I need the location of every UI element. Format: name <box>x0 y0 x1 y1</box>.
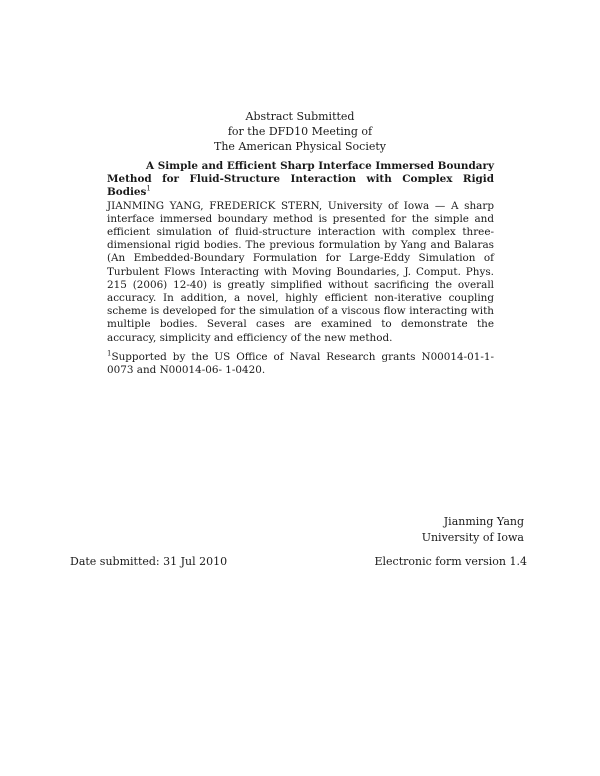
abstract-body: A sharp interface immersed boundary method is presented for the simple and efficient simulation of fluid-structure interaction with complex three-dimensional rigid bodies. The previous formulation by Yang and Balaras (An Embedded-Boundary Formulation for Large-Eddy Simulation of Turbulent Flows Interacting with Moving Boundaries, J. Comput. Phys. 215 (2006) 12-40) is greatly simplified without sacrificing the overall accuracy. In addition, a novel, highly efficient non-iterative coupling scheme is developed for the simulation of a viscous flow interacting with multiple bodies. Several cases are examined to demonstrate the accuracy, simplicity and efficiency of the new method. <box>107 199 494 344</box>
date-submitted: Date submitted: 31 Jul 2010 <box>70 555 228 568</box>
submitter-signature <box>422 514 524 546</box>
funding-footnote <box>107 351 494 377</box>
title-footnote-mark: 1 <box>146 184 151 193</box>
footnote-mark: 1 <box>107 349 112 358</box>
submission-header <box>0 109 600 154</box>
author-list: JIANMING YANG, FREDERICK STERN, University of Iowa <box>107 199 430 212</box>
abstract-content <box>107 160 494 377</box>
footnote-text: Supported by the US Office of Naval Research grants N00014-01-1-0073 and N00014-06- 1-0420. <box>107 350 494 377</box>
submitter-affiliation: University of Iowa <box>421 531 524 544</box>
author-separator: — <box>429 199 451 212</box>
header-line-society: The American Physical Society <box>214 140 386 153</box>
header-line-meeting: for the DFD10 Meeting of <box>227 125 373 138</box>
abstract-title-block <box>107 160 494 200</box>
abstract-body-block <box>107 200 494 345</box>
form-version: Electronic form version 1.4 <box>374 555 527 568</box>
submitter-name: Jianming Yang <box>443 515 524 528</box>
abstract-title: A Simple and Efficient Sharp Interface Immersed Boundary Method for Fluid-Structure Interaction with Complex Rigid Bodies <box>107 160 494 199</box>
header-line-abstract-submitted: Abstract Submitted <box>245 110 355 123</box>
